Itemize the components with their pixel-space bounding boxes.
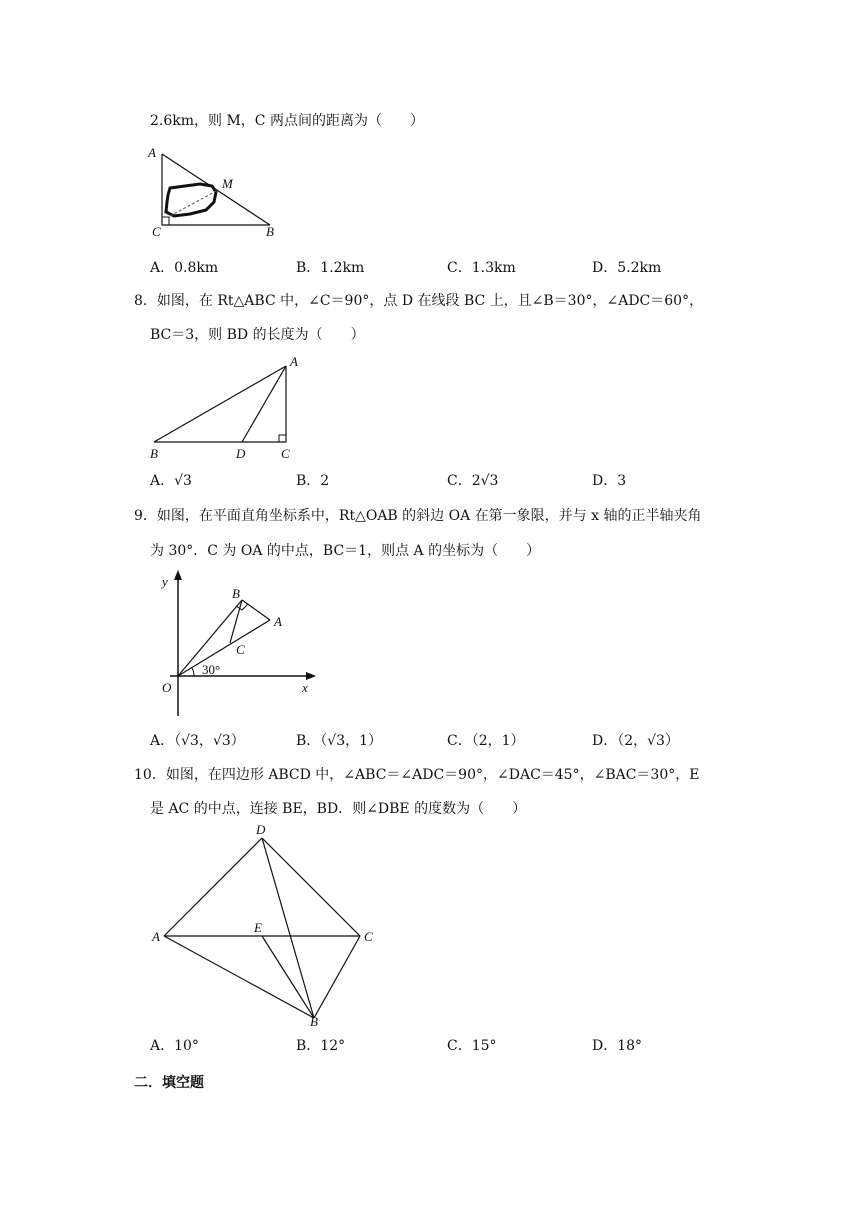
q9-label-angle: 30° [202, 662, 221, 677]
q7-label-B: B [266, 224, 274, 239]
q7-stem-tail: 2.6km，则 M，C 两点间的距离为（ ） [150, 113, 424, 129]
q7-label-C: C [152, 224, 161, 239]
q9-label-B: B [232, 586, 240, 601]
q8-label-A: A [290, 354, 298, 369]
q9-label-C: C [236, 642, 245, 657]
q7-option-a[interactable]: A．0.8km [150, 260, 219, 276]
q7-label-M: M [222, 176, 233, 191]
q10-option-a[interactable]: A．10° [150, 1038, 199, 1054]
q8-option-d[interactable]: D．3 [592, 473, 627, 489]
q9-option-d[interactable]: D．（2，√3） [592, 733, 679, 749]
q7-option-c[interactable]: C．1.3km [447, 260, 516, 276]
q9-stem-line1: 9．如图，在平面直角坐标系中，Rt△OAB 的斜边 OA 在第一象限，并与 x 轴的正半轴夹角 [134, 508, 702, 524]
q10-label-C: C [364, 929, 373, 944]
q8-label-C: C [281, 446, 290, 461]
q10-stem-line2: 是 AC 的中点，连接 BE，BD．则∠DBE 的度数为（ ） [150, 801, 527, 817]
q10-label-B: B [310, 1014, 318, 1029]
q9-label-x: x [302, 680, 308, 695]
q8-option-a[interactable]: A．√3 [150, 473, 192, 489]
q10-option-c[interactable]: C．15° [447, 1038, 497, 1054]
q8-label-B: B [150, 446, 158, 461]
q8-stem-line1: 8．如图，在 Rt△ABC 中，∠C＝90°，点 D 在线段 BC 上，且∠B＝30°，∠ADC＝60°， [134, 293, 704, 309]
q10-option-b[interactable]: B．12° [296, 1038, 346, 1054]
q7-option-b[interactable]: B．1.2km [296, 260, 365, 276]
section-heading: 二．填空题 [134, 1074, 204, 1090]
q10-option-d[interactable]: D．18° [592, 1038, 643, 1054]
q9-label-A: A [274, 614, 282, 629]
q9-option-b[interactable]: B．（√3，1） [296, 733, 383, 749]
q10-stem-line1: 10．如图，在四边形 ABCD 中，∠ABC＝∠ADC＝90°，∠DAC＝45°，∠BAC＝30°，E [134, 767, 700, 783]
q10-label-E: E [254, 920, 262, 935]
q8-stem-line2: BC＝3，则 BD 的长度为（ ） [150, 327, 365, 343]
q9-label-O: O [162, 680, 172, 695]
q8-figure [140, 352, 310, 464]
q7-option-d[interactable]: D．5.2km [592, 260, 662, 276]
lake-shape [166, 184, 216, 216]
q10-label-D: D [256, 822, 266, 837]
q7-label-A: A [148, 145, 156, 160]
q8-label-D: D [236, 446, 246, 461]
q9-label-y: y [162, 574, 168, 589]
q8-option-c[interactable]: C．2√3 [447, 473, 499, 489]
q9-option-c[interactable]: C．（2，1） [447, 733, 525, 749]
q10-figure [148, 820, 388, 1030]
q9-option-a[interactable]: A．（√3，√3） [150, 733, 245, 749]
q9-stem-line2: 为 30°．C 为 OA 的中点，BC＝1，则点 A 的坐标为（ ） [150, 543, 541, 559]
q8-option-b[interactable]: B．2 [296, 473, 330, 489]
q10-label-A: A [152, 929, 160, 944]
q9-figure [150, 568, 330, 720]
q7-figure [140, 140, 290, 240]
